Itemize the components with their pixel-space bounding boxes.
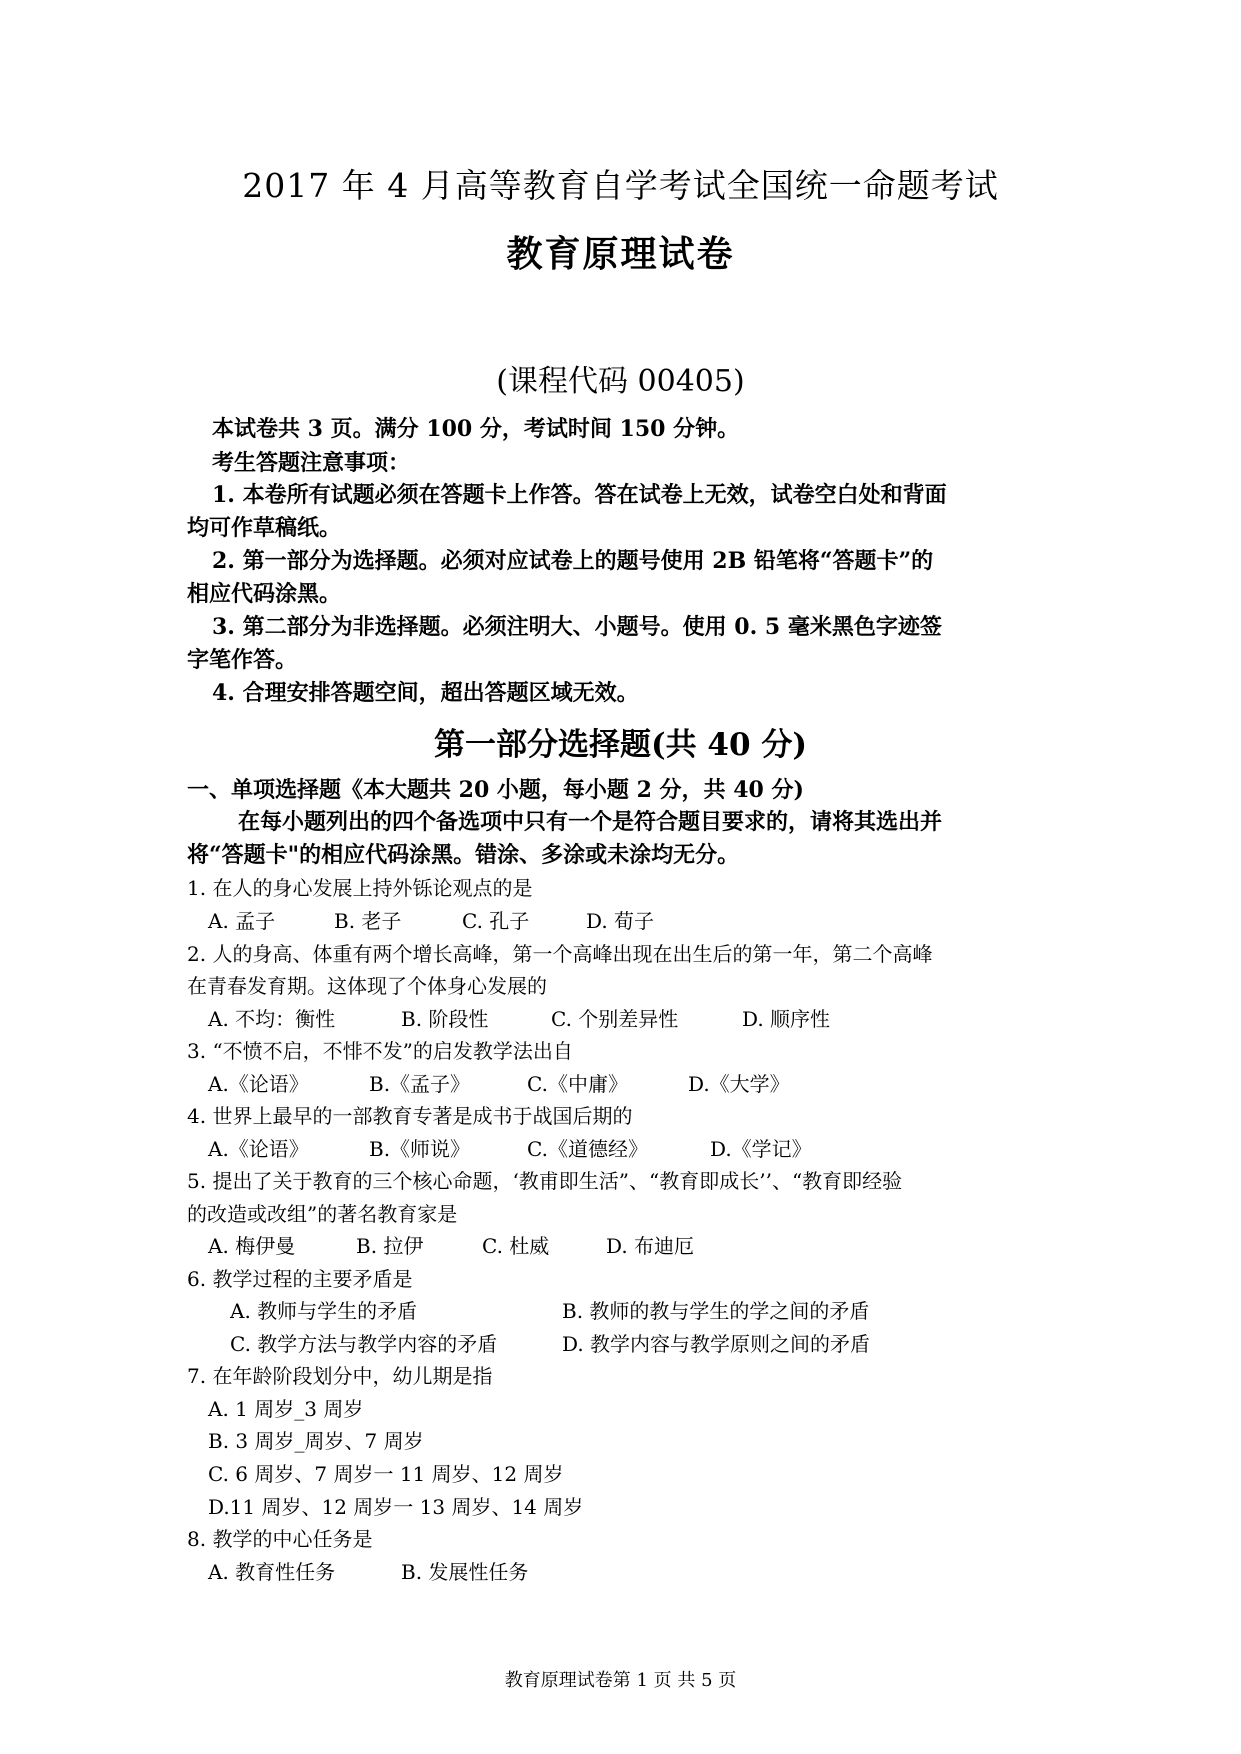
course-code: (课程代码 00405) [496, 364, 745, 399]
question-1-option-c: C. 孔子 [462, 909, 530, 933]
notice-item-3a: 3. 第二部分为非选择题。必须注明大、小题号。使用 0. 5 毫米黑色字迹签 [212, 614, 942, 640]
notice-item-3b: 字笔作答。 [187, 647, 298, 673]
notice-line-2: 考生答题注意事项： [212, 450, 411, 476]
section-title: 第一部分选择题(共 40 分) [433, 727, 808, 763]
question-5-option-c: C. 杜威 [482, 1234, 550, 1258]
question-3-option-a: A.《论语》 [208, 1072, 309, 1096]
question-4-option-b: B.《师说》 [369, 1137, 471, 1161]
question-5-stem-a: 5. 提出了关于教育的三个核心命题，‘教甫即生活”、“教育即成长’’、“教育即经验 [187, 1169, 903, 1193]
notice-line-1: 本试卷共 3 页。满分 100 分，考试时间 150 分钟。 [212, 416, 740, 442]
question-4-option-c: C.《道德经》 [527, 1137, 648, 1161]
question-1-stem: 1. 在人的身心发展上持外铄论观点的是 [187, 876, 533, 900]
part-title: 一、单项选择题《本大题共 20 小题，每小题 2 分，共 40 分) [187, 777, 804, 803]
question-8-option-b: B. 发展性任务 [401, 1560, 529, 1584]
question-5-option-b: B. 拉伊 [356, 1234, 424, 1258]
page-footer: 教育原理试卷第 1 页 共 5 页 [504, 1670, 737, 1691]
question-6-option-c: C. 教学方法与教学内容的矛盾 [230, 1332, 498, 1356]
notice-item-2b: 相应代码涂黑。 [187, 581, 342, 607]
question-2-option-d: D. 顺序性 [742, 1007, 831, 1031]
exam-title: 2017 年 4 月高等教育自学考试全国统一命题考试 [242, 166, 999, 205]
question-2-option-b: B. 阶段性 [401, 1007, 489, 1031]
question-4-stem: 4. 世界上最早的一部教育专著是成书于战国后期的 [187, 1104, 633, 1128]
instruction-b: 将“答题卡"的相应代码涂黑。错涂、多涂或未涂均无分。 [187, 842, 740, 868]
question-1-option-b: B. 老子 [334, 909, 402, 933]
question-4-option-a: A.《论语》 [208, 1137, 309, 1161]
question-7-stem: 7. 在年龄阶段划分中，幼儿期是指 [187, 1364, 493, 1388]
question-2-stem-a: 2. 人的身高、体重有两个增长高峰，第一个高峰出现在出生后的第一年，第二个高峰 [187, 942, 933, 966]
question-3-option-c: C.《中庸》 [527, 1072, 628, 1096]
question-7-option-b: B. 3 周岁_周岁、7 周岁 [208, 1429, 424, 1453]
notice-item-2a: 2. 第一部分为选择题。必须对应试卷上的题号使用 2B 铅笔将“答题卡”的 [212, 548, 934, 574]
question-6-stem: 6. 教学过程的主要矛盾是 [187, 1267, 413, 1291]
question-7-option-d: D.11 周岁、12 周岁一 13 周岁、14 周岁 [208, 1495, 584, 1519]
question-2-option-a: A. 不均：衡性 [208, 1007, 336, 1031]
paper-title: 教育原理试卷 [506, 233, 735, 275]
question-6-option-a: A. 教师与学生的矛盾 [230, 1299, 418, 1323]
instruction-a: 在每小题列出的四个备选项中只有一个是符合题目要求的，请将其选出并 [238, 809, 943, 835]
question-7-option-c: C. 6 周岁、7 周岁一 11 周岁、12 周岁 [208, 1462, 564, 1486]
question-2-stem-b: 在青春发育期。这体现了个体身心发展的 [187, 974, 547, 998]
question-5-stem-b: 的改造或改组”的著名教育家是 [187, 1202, 458, 1226]
question-1-option-a: A. 孟子 [208, 909, 276, 933]
question-3-option-b: B.《孟子》 [369, 1072, 471, 1096]
question-6-option-b: B. 教师的教与学生的学之间的矛盾 [562, 1299, 870, 1323]
question-8-stem: 8. 教学的中心任务是 [187, 1527, 373, 1551]
question-3-stem: 3. “不愤不启，不悱不发”的启发教学法出自 [187, 1039, 573, 1063]
question-8-option-a: A. 教育性任务 [208, 1560, 336, 1584]
notice-item-4: 4. 合理安排答题空间，超出答题区域无效。 [212, 680, 639, 706]
question-5-option-d: D. 布迪厄 [606, 1234, 695, 1258]
question-7-option-a: A. 1 周岁_3 周岁 [208, 1397, 364, 1421]
notice-item-1b: 均可作草稿纸。 [187, 515, 342, 541]
question-2-option-c: C. 个别差异性 [551, 1007, 679, 1031]
question-3-option-d: D.《大学》 [688, 1072, 790, 1096]
question-4-option-d: D.《学记》 [710, 1137, 812, 1161]
question-5-option-a: A. 梅伊曼 [208, 1234, 296, 1258]
question-6-option-d: D. 教学内容与教学原则之间的矛盾 [562, 1332, 871, 1356]
question-1-option-d: D. 荀子 [586, 909, 655, 933]
notice-item-1a: 1. 本卷所有试题必须在答题卡上作答。答在试卷上无效，试卷空白处和背面 [212, 482, 947, 508]
